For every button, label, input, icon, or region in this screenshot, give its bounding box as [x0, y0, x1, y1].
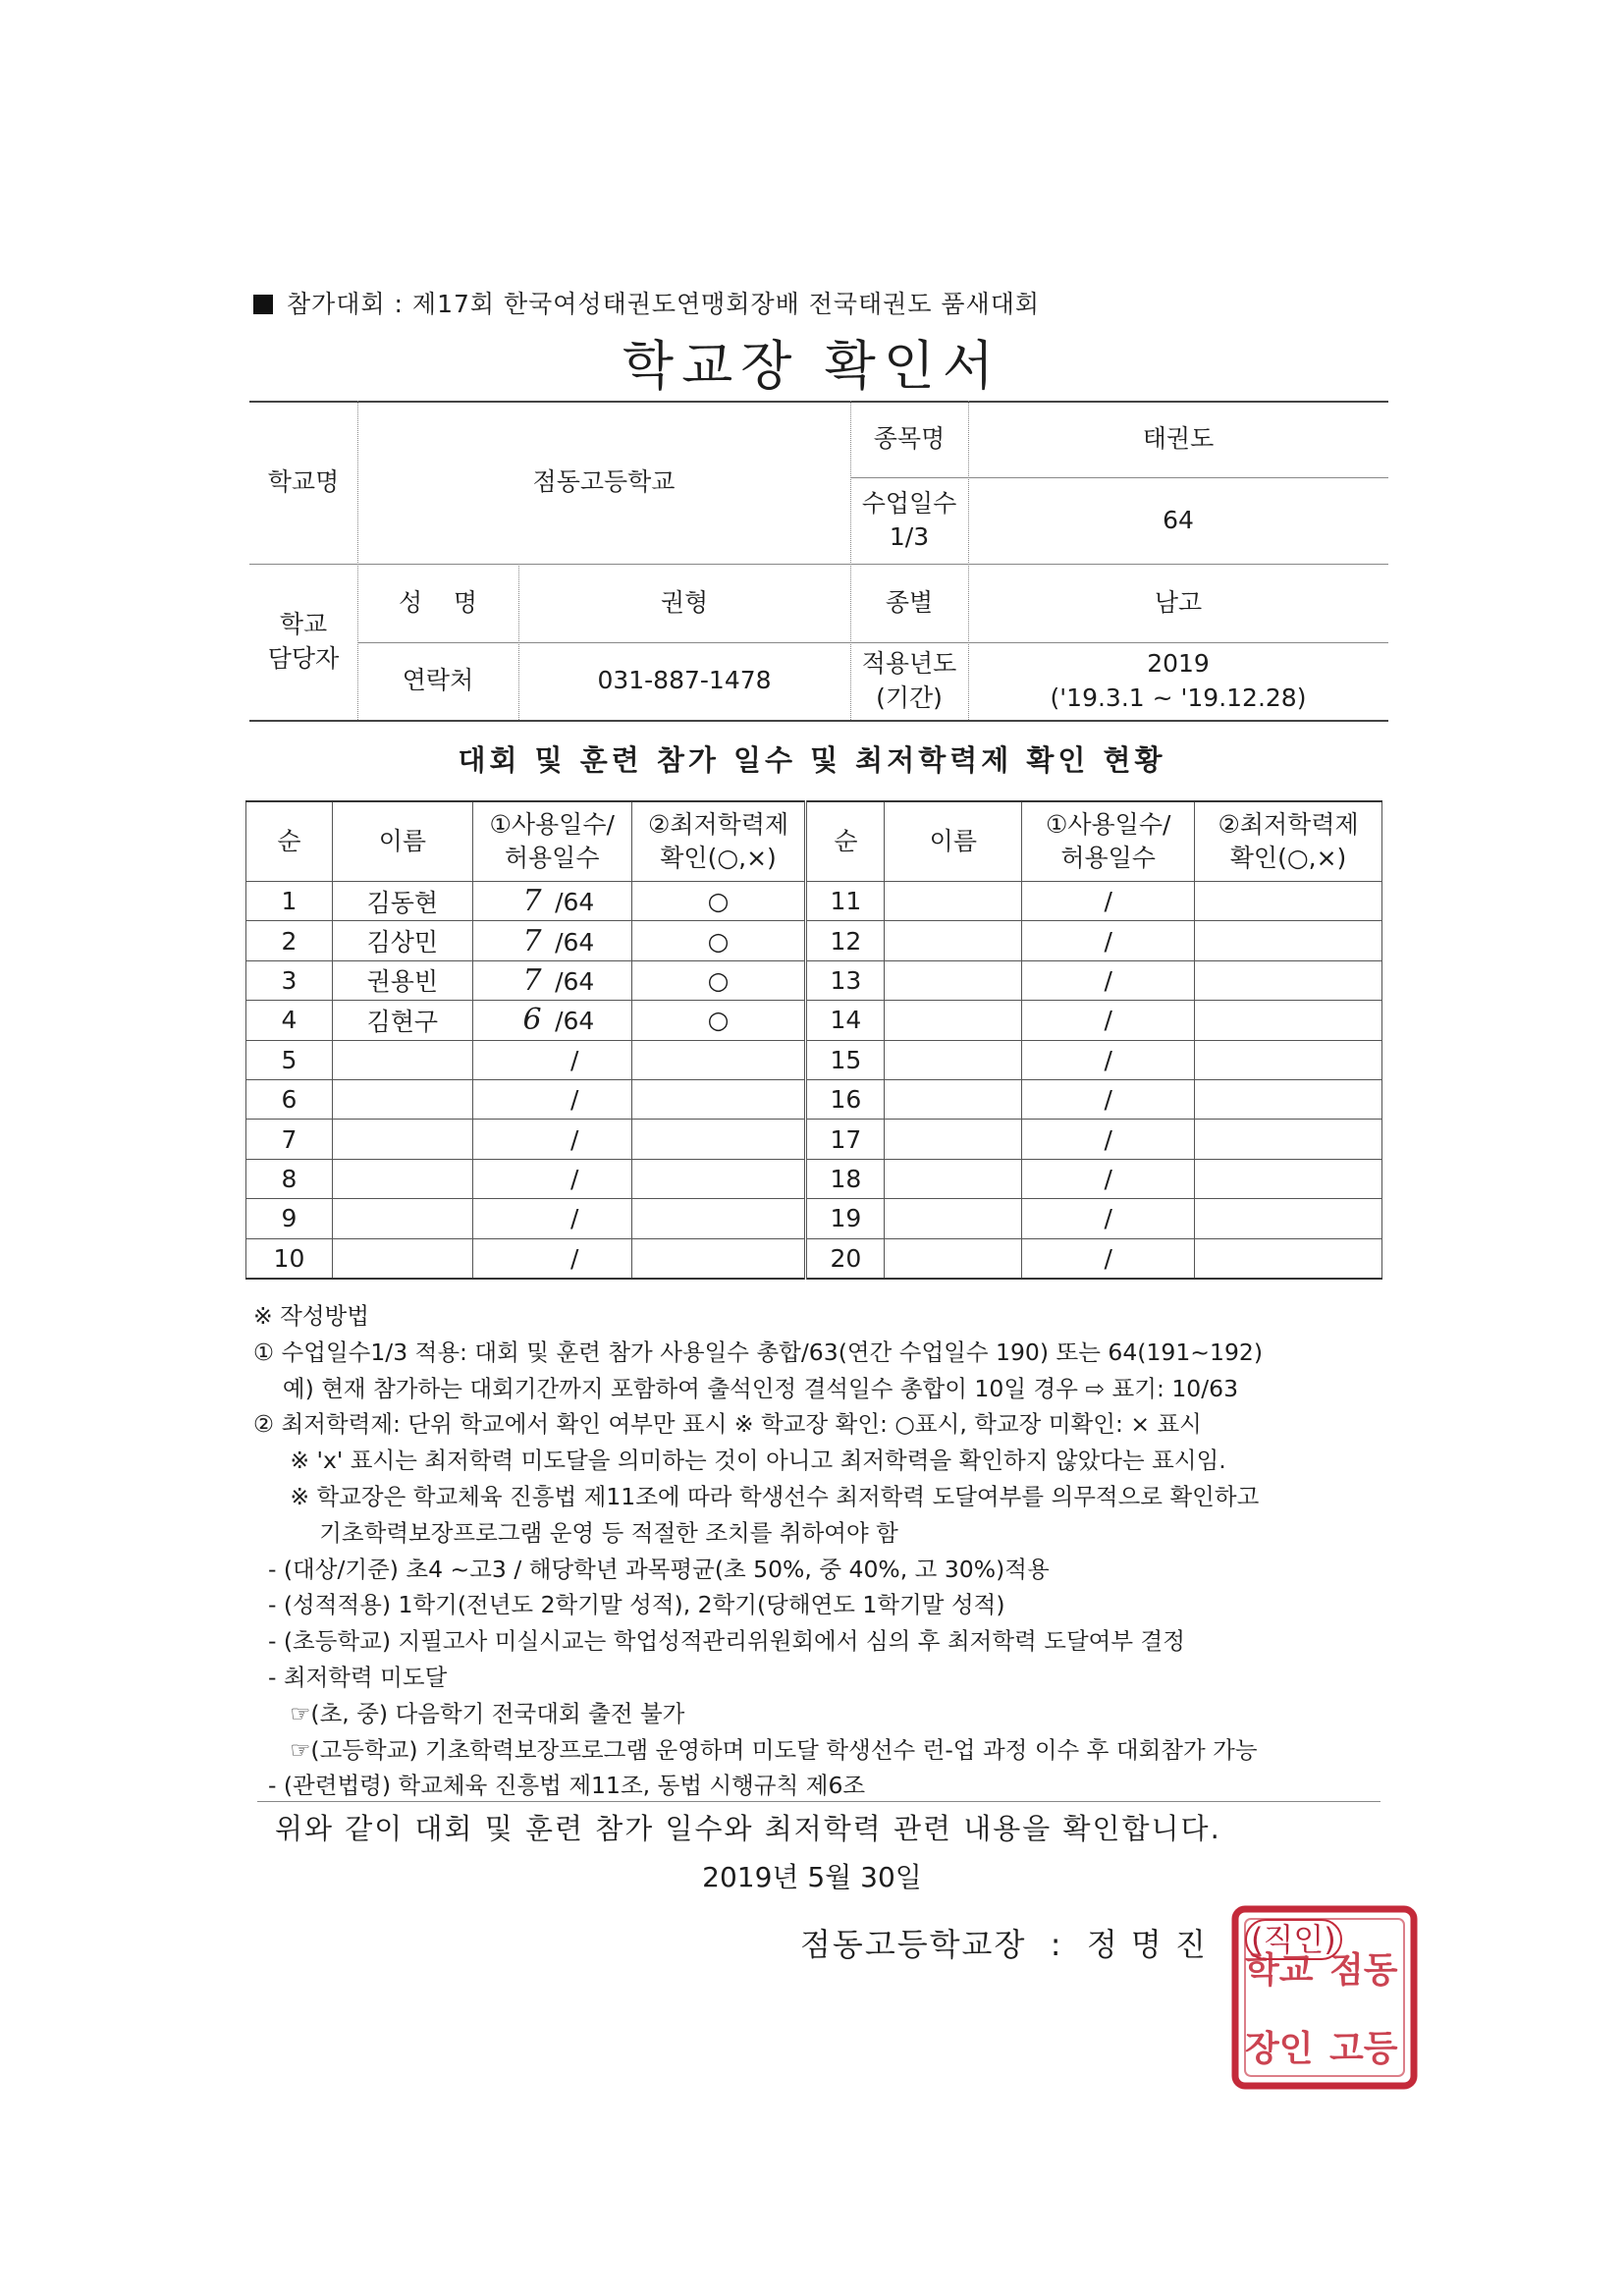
note-line: - (대상/기준) 초4 ~고3 / 해당학년 과목평균(초 50%, 중 40%, 고 30%)적용 — [253, 1555, 1050, 1583]
row-days: / — [1022, 1120, 1195, 1159]
row-name: 김상민 — [332, 921, 472, 960]
school-name-label: 학교명 — [267, 466, 340, 496]
row-check — [1195, 1040, 1382, 1079]
year-label-line2: (기간) — [876, 683, 943, 712]
row-check: ○ — [631, 921, 806, 960]
row-no: 1 — [246, 882, 333, 921]
allowed-days: / — [569, 1085, 579, 1115]
seal-glyph: 점동 — [1329, 1949, 1398, 1991]
note-line: ☞(초, 중) 다음학기 전국대회 출전 불가 — [253, 1699, 685, 1727]
table-row — [246, 1199, 1382, 1238]
manager-label — [249, 564, 357, 720]
seal-glyph: 장인 — [1245, 2028, 1314, 2069]
row-no: 9 — [246, 1199, 333, 1238]
name-label: 성 명 — [398, 587, 478, 617]
manager-label-line1: 학교 — [279, 610, 328, 638]
row-name: 김현구 — [332, 1001, 472, 1040]
used-days-handwritten: 7 — [522, 884, 542, 919]
row-name — [332, 1079, 472, 1119]
used-days-handwritten: 7 — [522, 923, 542, 958]
note-line: ② 최저학력제: 단위 학교에서 확인 여부만 표시 ※ 학교장 확인: ○표시, 학교장 미확인: × 표시 — [253, 1410, 1202, 1439]
row-days: / — [1022, 1199, 1195, 1238]
row-no: 7 — [246, 1120, 333, 1159]
col-header-days — [472, 801, 631, 882]
row-name — [332, 1040, 472, 1079]
row-check — [631, 1199, 806, 1238]
note-line: ※ 작성방법 — [253, 1302, 369, 1330]
row-no: 2 — [246, 921, 333, 960]
class-days-label-line2: 1/3 — [889, 522, 930, 551]
row-no: 11 — [806, 882, 885, 921]
writing-instructions — [253, 1298, 1392, 1804]
allowed-days: / — [569, 1164, 579, 1193]
row-check — [631, 1040, 806, 1079]
row-days — [472, 1199, 631, 1238]
col-header-days-right-line2: 허용일수 — [1060, 844, 1156, 872]
document-title: 학교장 확인서 — [622, 335, 1002, 397]
row-no: 8 — [246, 1159, 333, 1198]
principal-name: 점동고등학교장 : 정 명 진 — [800, 1926, 1208, 1963]
principal-signature — [800, 1920, 1208, 1965]
row-days — [472, 1120, 631, 1159]
note-line: - (관련법령) 학교체육 진흥법 제11조, 동법 시행규칙 제6조 — [253, 1772, 866, 1800]
col-header-days-line2: 허용일수 — [504, 844, 600, 872]
allowed-days: / — [569, 1045, 579, 1074]
row-days — [472, 1238, 631, 1279]
row-no: 12 — [806, 921, 885, 960]
year-period: ('19.3.1 ~ '19.12.28) — [1050, 683, 1307, 712]
col-header-name: 이름 — [332, 801, 472, 882]
row-check — [631, 1120, 806, 1159]
table-row — [246, 1001, 1382, 1040]
note-line: ☞(고등학교) 기초학력보장프로그램 운영하며 미도달 학생선수 런-업 과정 이수 후 대회참가 가능 — [253, 1735, 1258, 1764]
row-check — [1195, 921, 1382, 960]
year-number: 2019 — [1147, 649, 1210, 678]
row-days: / — [1022, 1079, 1195, 1119]
row-name — [885, 1040, 1022, 1079]
row-days — [472, 1079, 631, 1119]
table-row — [246, 1120, 1382, 1159]
row-name — [332, 1159, 472, 1198]
col-header-days-line1: ①사용일수/ — [489, 810, 615, 840]
row-name — [885, 960, 1022, 1000]
square-bullet-icon — [253, 295, 273, 314]
col-header-days-right — [1022, 801, 1195, 882]
class-days-label — [850, 477, 968, 564]
row-check — [631, 1238, 806, 1279]
col-header-check-right-line2: 확인(○,×) — [1229, 844, 1347, 872]
table-row — [246, 960, 1382, 1000]
table-row — [246, 921, 1382, 960]
col-header-no-right: 순 — [806, 801, 885, 882]
col-header-check-line2: 확인(○,×) — [660, 844, 777, 872]
row-name — [332, 1199, 472, 1238]
confirmation-date: 2019년 5월 30일 — [702, 1861, 922, 1893]
table-row — [246, 1079, 1382, 1119]
contact-value: 031-887-1478 — [597, 666, 772, 695]
row-check — [1195, 960, 1382, 1000]
competition-text: 참가대회 : 제17회 한국여성태권도연맹회장배 전국태권도 품새대회 — [287, 290, 1041, 318]
row-name: 권용빈 — [332, 960, 472, 1000]
row-name — [885, 1159, 1022, 1198]
participants-table — [245, 800, 1382, 1280]
table-row — [246, 1159, 1382, 1198]
col-header-check-right-line1: ②최저학력제 — [1218, 810, 1359, 840]
row-no: 10 — [246, 1238, 333, 1279]
col-header-check-line1: ②최저학력제 — [647, 810, 789, 840]
note-line: 예) 현재 참가하는 대회기간까지 포함하여 출석인정 결석일수 총합이 10일 경우 ⇨ 표기: 10/63 — [253, 1374, 1239, 1402]
row-check: ○ — [631, 1001, 806, 1040]
row-no: 13 — [806, 960, 885, 1000]
notes-bottom-rule — [257, 1801, 1380, 1802]
row-check — [1195, 1120, 1382, 1159]
manager-label-line2: 담당자 — [267, 643, 340, 673]
row-name — [885, 1238, 1022, 1279]
row-days — [472, 921, 631, 960]
row-check: ○ — [631, 882, 806, 921]
row-name — [885, 1120, 1022, 1159]
used-days-handwritten: 7 — [522, 962, 542, 998]
row-name — [885, 1199, 1022, 1238]
row-check — [1195, 1079, 1382, 1119]
allowed-days: /64 — [555, 888, 595, 917]
note-line: ① 수업일수1/3 적용: 대회 및 훈련 참가 사용일수 총합/63(연간 수업일수 190) 또는 64(191~192) — [253, 1338, 1264, 1366]
year-label — [850, 642, 968, 720]
row-no: 17 — [806, 1120, 885, 1159]
row-name — [885, 882, 1022, 921]
allowed-days: / — [569, 1204, 579, 1233]
table-row — [246, 1238, 1382, 1279]
row-check — [631, 1159, 806, 1198]
row-no: 4 — [246, 1001, 333, 1040]
seal-glyph: 학교 — [1245, 1949, 1314, 1991]
table-row — [246, 882, 1382, 921]
row-no: 19 — [806, 1199, 885, 1238]
class-days-label-line1: 수업일수 — [861, 488, 957, 518]
allowed-days: /64 — [555, 966, 595, 996]
type-label: 종별 — [885, 587, 934, 617]
row-no: 14 — [806, 1001, 885, 1040]
row-name: 김동현 — [332, 882, 472, 921]
section-title: 대회 및 훈련 참가 일수 및 최저학력제 확인 현황 — [458, 743, 1166, 777]
contact-label: 연락처 — [402, 666, 474, 695]
year-label-line1: 적용년도 — [861, 649, 957, 678]
event-value: 태권도 — [1142, 423, 1215, 453]
class-days-value: 64 — [1163, 505, 1194, 534]
allowed-days: /64 — [555, 1007, 595, 1036]
school-name-value: 점동고등학교 — [532, 466, 676, 496]
row-days: / — [1022, 882, 1195, 921]
row-no: 20 — [806, 1238, 885, 1279]
seal-mark: (직인) — [1245, 1919, 1342, 1960]
row-check — [631, 1079, 806, 1119]
row-name — [885, 1001, 1022, 1040]
row-days — [472, 1040, 631, 1079]
col-header-name-right: 이름 — [885, 801, 1022, 882]
row-no: 3 — [246, 960, 333, 1000]
col-header-check-right — [1195, 801, 1382, 882]
note-line: - (초등학교) 지필고사 미실시교는 학업성적관리위원회에서 심의 후 최저학력 도달여부 결정 — [253, 1627, 1185, 1656]
row-days: / — [1022, 921, 1195, 960]
row-check — [1195, 1001, 1382, 1040]
seal-glyph: 고등 — [1329, 2028, 1398, 2069]
row-days: / — [1022, 1159, 1195, 1198]
row-days — [472, 960, 631, 1000]
note-line: - 최저학력 미도달 — [253, 1663, 448, 1691]
row-no: 16 — [806, 1079, 885, 1119]
type-value: 남고 — [1154, 587, 1203, 617]
table-row — [246, 1040, 1382, 1079]
allowed-days: / — [569, 1243, 579, 1273]
used-days-handwritten: 6 — [522, 1003, 542, 1038]
allowed-days: / — [569, 1124, 579, 1154]
note-line: ※ 학교장은 학교체육 진흥법 제11조에 따라 학생선수 최저학력 도달여부를 의무적으로 확인하고 — [253, 1482, 1260, 1510]
row-name — [332, 1120, 472, 1159]
table-header-row — [246, 801, 1382, 882]
col-header-check — [631, 801, 806, 882]
allowed-days: /64 — [555, 927, 595, 957]
row-check — [1195, 1159, 1382, 1198]
info-table-bottom-rule — [249, 720, 1388, 722]
row-check — [1195, 882, 1382, 921]
col-header-days-right-line1: ①사용일수/ — [1045, 810, 1171, 840]
note-line: 기초학력보장프로그램 운영 등 적절한 조치를 취하여야 함 — [253, 1518, 898, 1547]
row-days — [472, 1159, 631, 1198]
manager-name: 권형 — [660, 587, 709, 617]
col-header-no: 순 — [246, 801, 333, 882]
row-name — [332, 1238, 472, 1279]
row-check — [1195, 1199, 1382, 1238]
row-name — [885, 921, 1022, 960]
event-label: 종목명 — [873, 423, 946, 453]
year-value — [968, 642, 1388, 720]
row-name — [885, 1079, 1022, 1119]
note-line: - (성적적용) 1학기(전년도 2학기말 성적), 2학기(당해연도 1학기말 성적) — [253, 1591, 1005, 1619]
row-no: 15 — [806, 1040, 885, 1079]
row-no: 6 — [246, 1079, 333, 1119]
row-check: ○ — [631, 960, 806, 1000]
row-days: / — [1022, 1238, 1195, 1279]
row-no: 5 — [246, 1040, 333, 1079]
row-no: 18 — [806, 1159, 885, 1198]
official-seal-stamp — [1231, 1905, 1418, 2090]
confirmation-sentence: 위와 같이 대회 및 훈련 참가 일수와 최저학력 관련 내용을 확인합니다. — [275, 1812, 1221, 1845]
row-days — [472, 1001, 631, 1040]
row-days: / — [1022, 960, 1195, 1000]
note-line: ※ 'x' 표시는 최저학력 미도달을 의미하는 것이 아니고 최저학력을 확인하지 않았다는 표시임. — [253, 1447, 1226, 1475]
row-check — [1195, 1238, 1382, 1279]
row-days: / — [1022, 1040, 1195, 1079]
row-days — [472, 882, 631, 921]
competition-line — [253, 285, 1040, 320]
row-days: / — [1022, 1001, 1195, 1040]
